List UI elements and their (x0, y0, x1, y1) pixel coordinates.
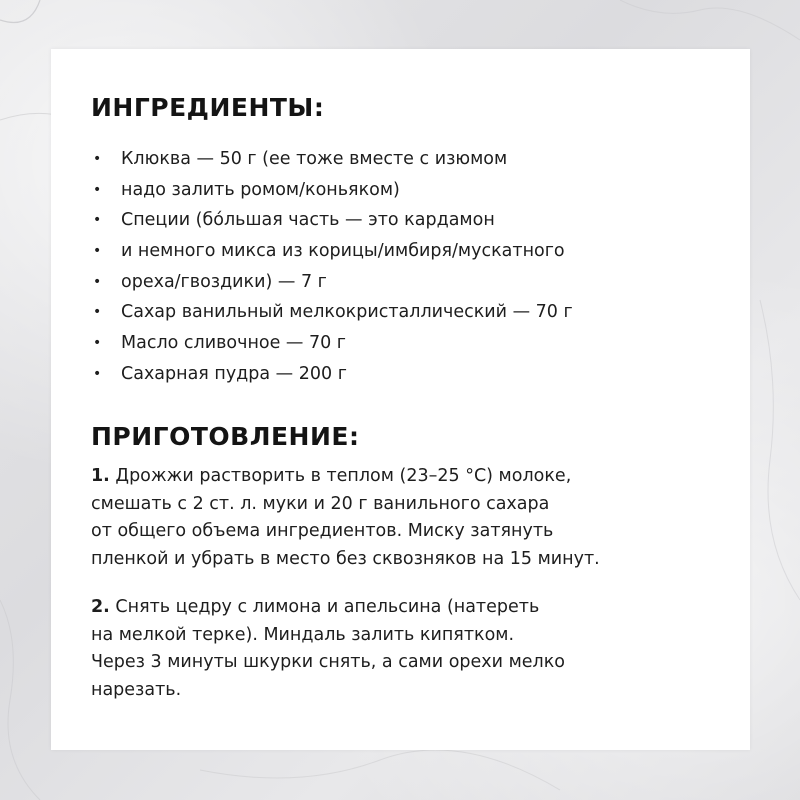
ingredient-text: Масло сливочное — 70 г (121, 333, 347, 354)
bullet-icon: • (93, 181, 102, 198)
list-item (91, 359, 573, 390)
list-item (91, 175, 573, 206)
ingredient-text: надо залить ромом/коньяком) (121, 179, 400, 200)
step-line: Через 3 минуты шкурки снять, а сами орехи мелко (91, 652, 566, 672)
bullet-icon: • (93, 365, 102, 382)
step-line: от общего объема ингредиентов. Миску затянуть (91, 521, 554, 541)
bullet-icon: • (93, 151, 102, 167)
bullet-icon: • (93, 212, 102, 229)
ingredient-text: ореха/гвоздики) — 7 г (121, 271, 327, 292)
step-line: пленкой и убрать в место без сквозняков на 15 минут. (91, 548, 600, 569)
step-text: Дрожжи растворить в теплом (23–25 °С) молоке, (115, 466, 572, 486)
step-line: на мелкой терке). Миндаль залить кипятком. (91, 624, 515, 645)
step-2 (91, 594, 721, 704)
ingredient-text: Сахарная пудра — 200 г (121, 363, 347, 384)
list-item (91, 328, 573, 359)
list-item (91, 236, 573, 267)
ingredients-title: ИНГРЕДИЕНТЫ: (91, 93, 325, 122)
step-number: 2. (91, 597, 110, 617)
ingredients-list (91, 144, 573, 390)
ingredient-text: Клюква — 50 г (ее тоже вместе с изюмом (121, 149, 508, 169)
ingredient-text: Специи (бóльшая часть — это кардамон (121, 210, 495, 231)
step-line (91, 463, 721, 491)
bullet-icon: • (93, 273, 102, 290)
list-item (91, 297, 573, 328)
step-line (91, 594, 721, 622)
list-item (91, 144, 573, 175)
ingredient-text: Сахар ванильный мелкокристаллический — 70 г (121, 302, 573, 323)
step-line: нарезать. (91, 679, 182, 700)
step-number: 1. (91, 466, 110, 486)
step-line: смешать с 2 ст. л. муки и 20 г ванильного сахара (91, 493, 550, 514)
step-1 (91, 463, 721, 573)
step-text: Снять цедру с лимона и апельсина (натереть (115, 597, 540, 617)
bullet-icon: • (93, 243, 102, 260)
bullet-icon: • (93, 304, 102, 321)
list-item (91, 267, 573, 298)
bullet-icon: • (93, 335, 102, 352)
preparation-title: ПРИГОТОВЛЕНИЕ: (91, 422, 360, 451)
list-item (91, 205, 573, 236)
ingredient-text: и немного микса из корицы/имбиря/мускатного (121, 241, 565, 262)
recipe-card (51, 49, 750, 750)
